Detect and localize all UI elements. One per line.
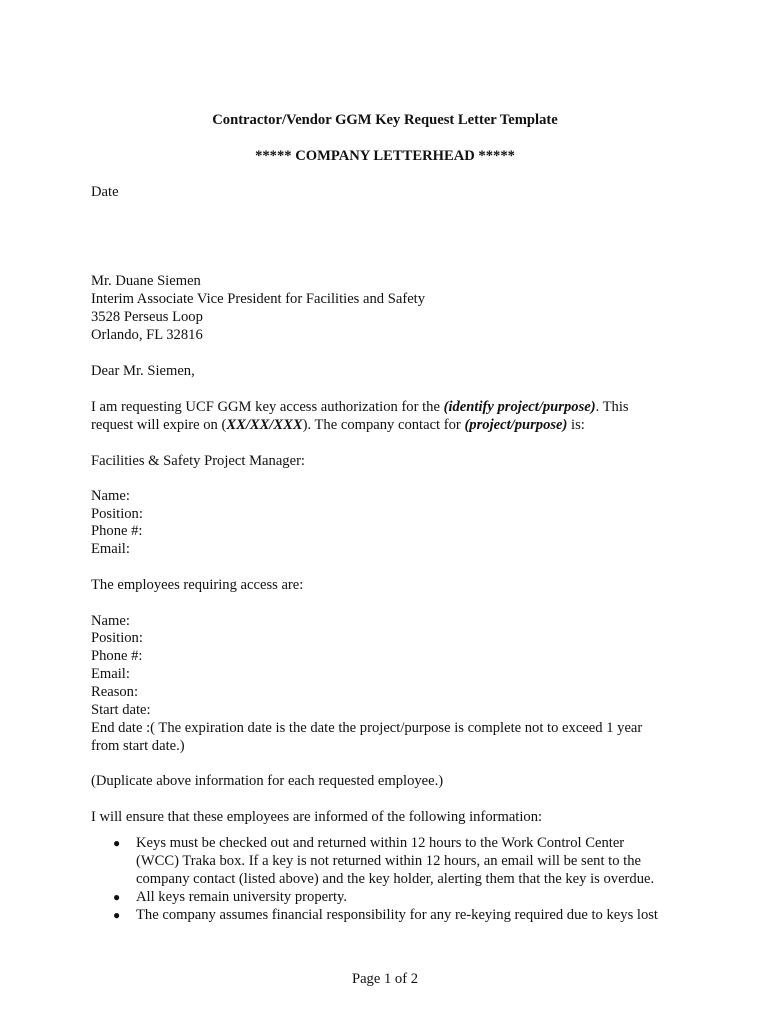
employee-field-start-date: Start date:	[91, 702, 151, 718]
ensure-line: I will ensure that these employees are informed of the following information:	[91, 809, 543, 825]
pm-field-phone: Phone #:	[91, 523, 143, 539]
date-label: Date	[91, 184, 119, 200]
bullet-item-financial-responsibility: ● The company assumes financial responsibility for any re-keying required due to keys lost	[113, 907, 658, 923]
document-title: Contractor/Vendor GGM Key Request Letter Template	[212, 112, 558, 128]
request-paragraph-line-1: I am requesting UCF GGM key access authorization for the (identify project/purpose). This	[91, 399, 629, 415]
employee-field-name: Name:	[91, 613, 130, 629]
info-bullet-list	[91, 834, 691, 924]
request-paragraph-line-2: request will expire on (XX/XX/XXX). The company contact for (project/purpose) is:	[91, 417, 585, 433]
employee-field-position: Position:	[91, 630, 143, 646]
expiry-date-placeholder: XX/XX/XXX	[226, 417, 303, 433]
letterhead-placeholder: ***** COMPANY LETTERHEAD *****	[255, 148, 515, 164]
project-purpose-placeholder: (identify project/purpose)	[443, 399, 596, 415]
project-purpose-placeholder-2: (project/purpose)	[464, 417, 568, 433]
pm-field-email: Email:	[91, 541, 130, 557]
address-line-street: 3528 Perseus Loop	[91, 309, 203, 325]
employee-field-email: Email:	[91, 666, 130, 682]
salutation: Dear Mr. Siemen,	[91, 363, 195, 379]
pm-heading: Facilities & Safety Project Manager:	[91, 453, 305, 469]
bullet-icon: ●	[113, 890, 121, 904]
employee-field-end-date-cont: from start date.)	[91, 738, 185, 754]
address-line-name: Mr. Duane Siemen	[91, 273, 201, 289]
pm-field-name: Name:	[91, 488, 130, 504]
employee-field-reason: Reason:	[91, 684, 139, 700]
bullet-icon: ●	[113, 836, 121, 850]
employees-heading: The employees requiring access are:	[91, 577, 304, 593]
bullet-item-return-keys: ● Keys must be checked out and returned within 12 hours to the Work Control Center (WCC) Traka box. If a key is not returned within 12 hours, an email will be sent to the company contact (listed above) and the key holder, alerting them that the key is overdue.	[113, 835, 655, 887]
duplicate-note: (Duplicate above information for each requested employee.)	[91, 773, 444, 789]
page-number: Page 1 of 2	[351, 971, 419, 987]
bullet-item-university-property: ● All keys remain university property.	[113, 889, 348, 905]
address-line-title: Interim Associate Vice President for Facilities and Safety	[91, 291, 426, 307]
employee-field-end-date: End date :( The expiration date is the date the project/purpose is complete not to exceed 1 year	[91, 720, 643, 736]
address-line-city: Orlando, FL 32816	[91, 327, 203, 343]
bullet-icon: ●	[113, 908, 121, 922]
employee-field-phone: Phone #:	[91, 648, 143, 664]
pm-field-position: Position:	[91, 506, 143, 522]
